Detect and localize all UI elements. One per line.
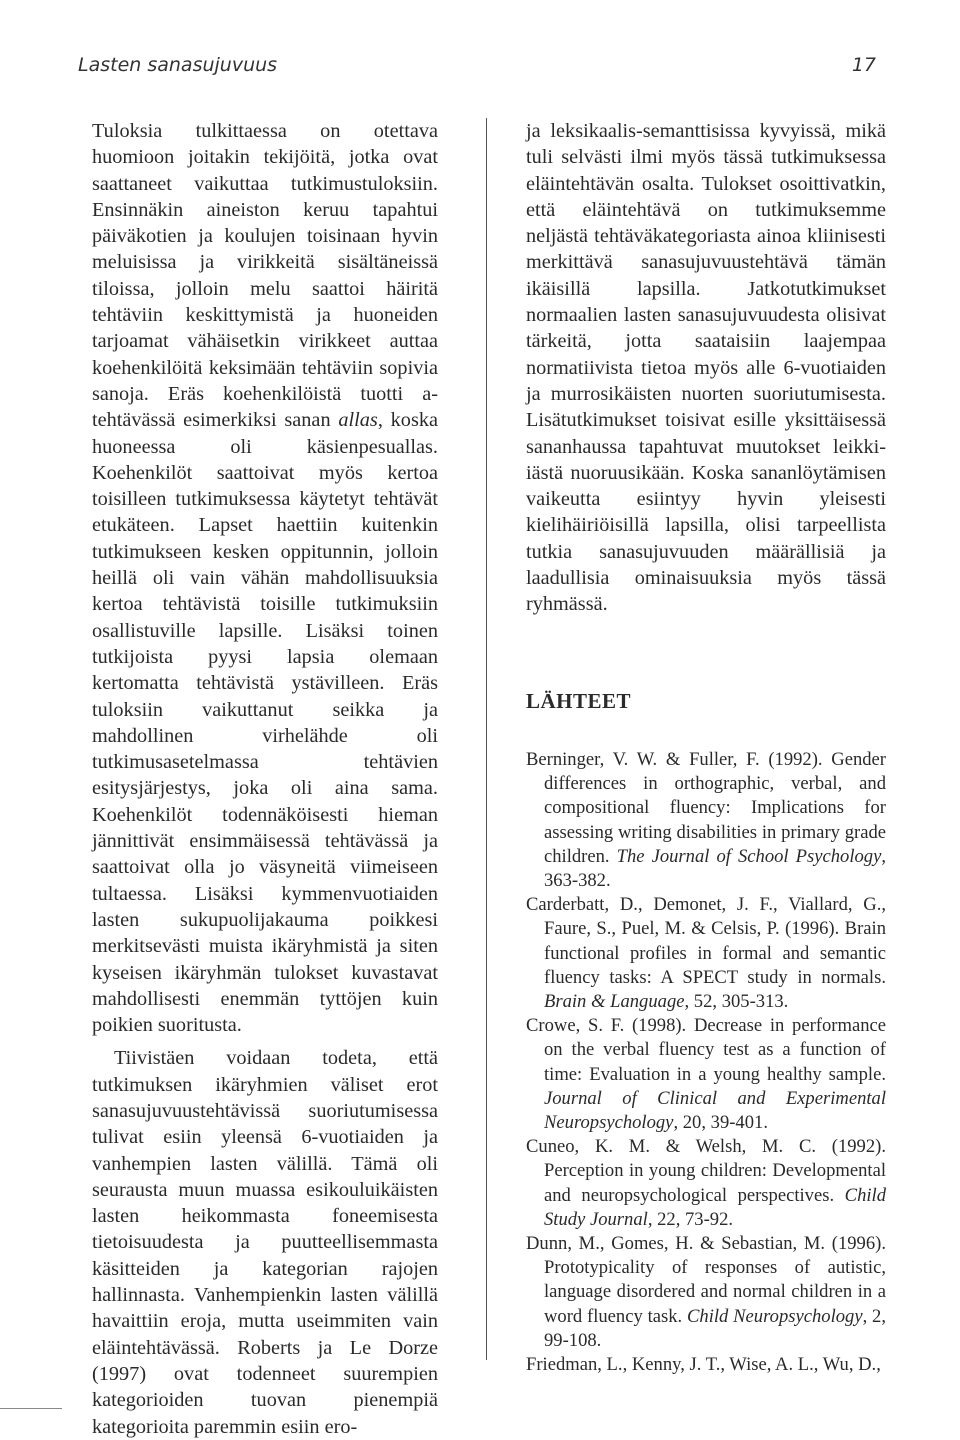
- reference-entry: Crowe, S. F. (1998). Decrease in performance on the verbal fluency test as a function of time: Evaluation in a young healthy sample. Journal of Clinical and Experimental Neuropsychology, 20, 39-401.: [526, 1015, 886, 1133]
- page-number: 17: [851, 54, 876, 76]
- reference-entry: Dunn, M., Gomes, H. & Sebastian, M. (1996). Prototypicality of responses of autistic, language disordered and normal children in a word fluency task. Child Neuropsychology, 2, 99-108.: [526, 1233, 886, 1351]
- references-heading: LÄHTEET: [526, 688, 632, 713]
- footer-rule: [0, 1408, 62, 1409]
- body-paragraph-2: Tiivistäen voidaan todeta, että tutkimuksen ikäryhmien väliset erot sanasujuvuustehtävissä suoriutumisessa tulivat esiin yleensä 6-vuotiaiden ja vanhempien lasten välillä. Tämä oli seurausta muun muassa esikouluikäisten lasten heikommasta foneemisesta tietoisuudesta ja puutteellisemmasta käsitteiden ja kategorian rajojen hallinnasta. Vanhempienkin lasten välillä havaittiin eroja, mutta useimmiten vain eläintehtävässä. Roberts ja Le Dorze (1997) ovat todenneet suurempien kategorioiden tuovan pienempiä kategorioita paremmin esiin ero-: [92, 1047, 438, 1438]
- left-column: [92, 118, 438, 1440]
- running-title: Lasten sanasujuvuus: [78, 54, 278, 76]
- references-list: [526, 748, 886, 1377]
- column-divider: [486, 118, 487, 1360]
- reference-entry: Carderbatt, D., Demonet, J. F., Viallard, G., Faure, S., Puel, M. & Celsis, P. (1996). Brain functional profiles in formal and semantic fluency tasks: A SPECT study in normals. Brain & Language, 52, 305-313.: [526, 894, 886, 1012]
- reference-entry: Cuneo, K. M. & Welsh, M. C. (1992). Perception in young children: Developmental and neuropsychological perspectives. Child Study Journal, 22, 73-92.: [526, 1136, 886, 1230]
- reference-entry: Berninger, V. W. & Fuller, F. (1992). Gender differences in orthographic, verbal, and compositional fluency: Implications for assessing writing disabilities in primary grade children. The Journal of School Psychology, 363-382.: [526, 748, 886, 891]
- body-paragraph-1: Tuloksia tulkittaessa on otettava huomioon joitakin tekijöitä, jotka ovat saattaneet vaikuttaa tutkimustuloksiin. Ensinnäkin aineiston keruu tapahtui päiväkotien ja koulujen toisinaan hyvin meluisissa ja virikkeitä sisältäneissä tiloissa, jolloin melu saattoi häiritä tehtäviin keskittymistä ja huoneiden tarjoamat vähäisetkin virikkeet auttaa koehenkilöitä keksimään tehtäviin sopivia sanoja. Eräs koehenkilöistä tuotti a-tehtävässä esimerkiksi sanan allas, koska huoneessa oli käsienpesuallas. Koehenkilöt saattoivat myös kertoa toisilleen tutkimuksessa käytetyt tehtävät etukäteen. Lapset haettiin kuitenkin tutkimukseen kesken oppitunnin, jolloin heillä oli vain vähän mahdollisuuksia kertoa tehtävistä toisille tutkimuksiin osallistuville lapsille. Lisäksi toinen tutkijoista pyysi lapsia olemaan kertomatta tehtävistä ystävilleen. Eräs tuloksiin vaikuttanut seikka ja mahdollinen virhelähde oli tutkimusasetelmassa tehtävien esitysjärjestys, joka oli aina sama. Koehenkilöt todennäköisesti hieman jännittivät ensimmäisessä tehtävässä ja saattoivat olla jo väsyneitä viimeiseen tultaessa. Lisäksi kymmenvuotiaiden lasten sukupuolijakauma poikkesi merkitsevästi muista ikäryhmistä ja siten kyseisen ikäryhmän tulokset kuvastavat mahdollisesti enemmän tyttöjen kuin poikien suoritusta.: [92, 120, 438, 1037]
- reference-entry: Friedman, L., Kenny, J. T., Wise, A. L., Wu, D.,: [526, 1354, 881, 1376]
- example-word: allas: [338, 409, 378, 432]
- right-column: [526, 118, 886, 1377]
- body-paragraph-continued: ja leksikaalis-semanttisissa kyvyissä, mikä tuli selvästi ilmi myös tässä tutkimuksessa eläintehtävän osalta. Tulokset osoittivatkin, että eläintehtävä on tutkimuksemme neljästä tehtäväkategoriasta ainoa kliinisesti merkittävä sanasujuvuustehtävä tämän ikäisillä lapsilla. Jatkotutkimukset normaalien lasten sanasujuvuudesta olisivat tärkeitä, jotta saataisiin laajempaa normatiivista tietoa myös alle 6-vuotiaiden ja murrosikäisten nuorten suoriutumisesta. Lisätutkimukset toisivat esille yksittäisessä sananhaussa tapahtuvat muutokset leikki-iästä nuoruusikään. Koska sananlöytämisen vaikeutta esiintyy hyvin yleisesti kielihäiriöisillä lapsilla, olisi tarpeellista tutkia sanasujuvuuden määrällisiä ja laadullisia ominaisuuksia myös tässä ryhmässä.: [526, 120, 886, 616]
